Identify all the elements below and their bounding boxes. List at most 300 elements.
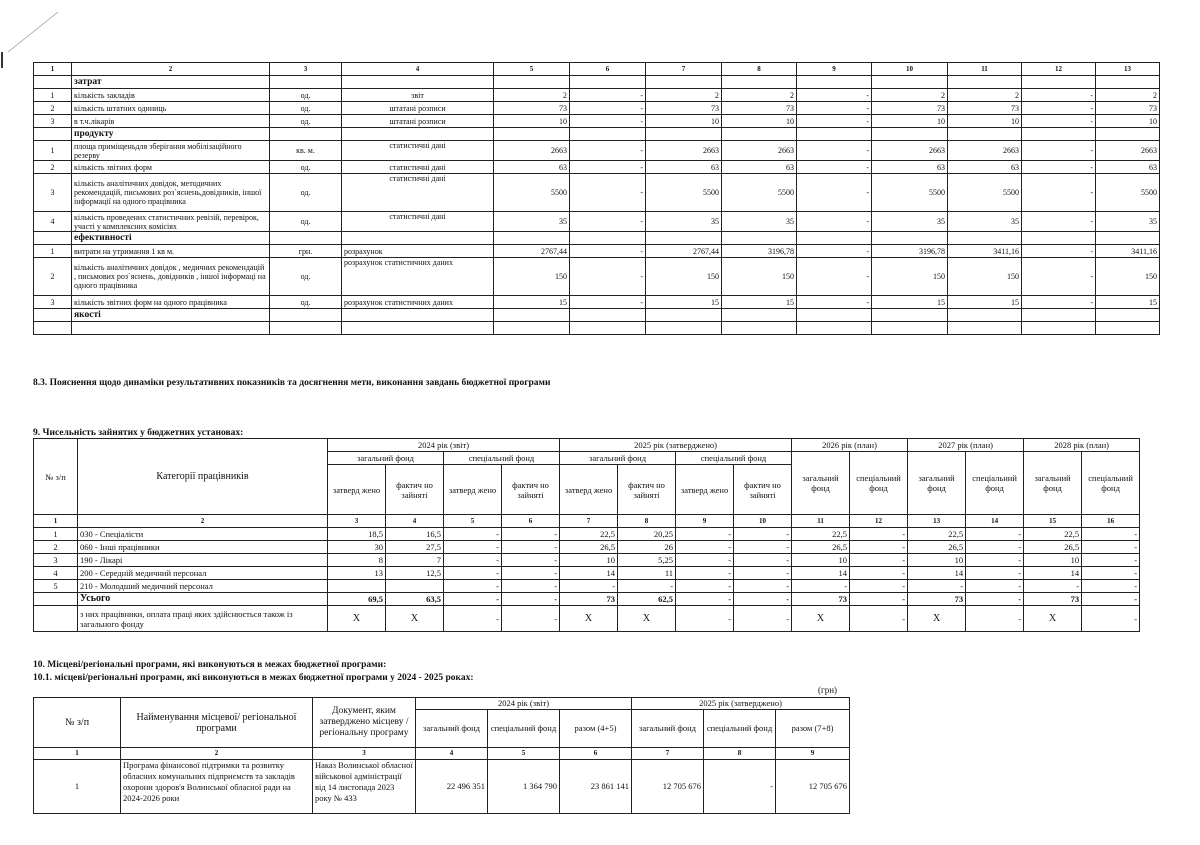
total-value: - (850, 593, 908, 606)
also-value: X (386, 606, 444, 632)
value-cell: - (797, 245, 872, 258)
value-cell: 2663 (872, 141, 948, 161)
value-cell: 18,5 (328, 528, 386, 541)
empty-cell (646, 232, 722, 245)
value-cell: 10 (646, 115, 722, 128)
value-cell: 3411,16 (1096, 245, 1160, 258)
header-2025: 2025 рік (затверджено) (632, 698, 850, 710)
column-number: 11 (792, 515, 850, 528)
value-cell: - (676, 528, 734, 541)
value-cell: - (444, 541, 502, 554)
value-cell: 73 (872, 102, 948, 115)
also-value: - (502, 606, 560, 632)
total-value: - (1082, 593, 1140, 606)
value-cell (386, 580, 444, 593)
value-cell: - (797, 141, 872, 161)
table-row (34, 102, 1160, 115)
column-number: 13 (908, 515, 966, 528)
value-cell: 5500 (948, 174, 1022, 212)
value-cell: 10 (1096, 115, 1160, 128)
value-cell: - (734, 554, 792, 567)
value-cell: 10 (494, 115, 570, 128)
value-cell: 15 (948, 296, 1022, 309)
value-cell: 15 (1096, 296, 1160, 309)
performance-indicators-table (33, 62, 1160, 335)
header-gen-fund-2026: загальний фонд (792, 452, 850, 515)
value-cell: 5,25 (618, 554, 676, 567)
empty-cell (34, 309, 72, 322)
header-approved: затверд жено (560, 465, 618, 515)
header-no: № з/п (34, 439, 78, 515)
value-cell: - (676, 541, 734, 554)
value-cell: - (444, 567, 502, 580)
value-cell: - (618, 580, 676, 593)
header-spec-fund-2026: спеціальний фонд (850, 452, 908, 515)
empty-cell (72, 322, 270, 335)
column-number: 2 (72, 63, 270, 76)
unit: од. (270, 89, 342, 102)
unit: од. (270, 102, 342, 115)
value-cell: 27,5 (386, 541, 444, 554)
empty-cell (1022, 76, 1096, 89)
source: статистичні дані (342, 174, 494, 212)
empty-cell (270, 76, 342, 89)
column-number: 7 (632, 748, 704, 760)
also-value: - (1082, 606, 1140, 632)
column-number: 11 (948, 63, 1022, 76)
value-cell: 7 (386, 554, 444, 567)
value-cell: 2 (872, 89, 948, 102)
category-name: 200 - Середній медичний персонал (78, 567, 328, 580)
header-program-name: Найменування місцевої/ регіональної програми (121, 698, 313, 748)
value-cell: - (966, 528, 1024, 541)
header-actual: фактич но зайняті (734, 465, 792, 515)
total-value: 62,5 (618, 593, 676, 606)
total-value: - (734, 593, 792, 606)
header-gen-fund-2027: загальний фонд (908, 452, 966, 515)
value-cell: 5500 (722, 174, 797, 212)
value-cell: 14 (1024, 567, 1082, 580)
total-value: 73 (1024, 593, 1082, 606)
value-cell: 35 (1096, 212, 1160, 232)
value-cell: - (797, 115, 872, 128)
header-category: Категорії працівників (78, 439, 328, 515)
value-cell: - (1022, 161, 1096, 174)
column-number: 3 (270, 63, 342, 76)
empty-cell (34, 322, 72, 335)
total-value: 63,5 (386, 593, 444, 606)
value-cell: 150 (494, 258, 570, 296)
value-cell: - (1082, 541, 1140, 554)
value-cell: - (570, 258, 646, 296)
unit: грн. (270, 245, 342, 258)
unit: од. (270, 212, 342, 232)
value-cell: 14 (792, 567, 850, 580)
source: статистичні дані (342, 161, 494, 174)
header-document: Документ, яким затверджено місцеву / регіональну програму (313, 698, 416, 748)
empty-cell (1022, 128, 1096, 141)
header-gen-fund-2028: загальний фонд (1024, 452, 1082, 515)
table-row (34, 541, 1140, 554)
category-name: 030 - Спеціалісти (78, 528, 328, 541)
row-number: 2 (34, 102, 72, 115)
value-cell: 10 (560, 554, 618, 567)
value-cell: 150 (872, 258, 948, 296)
value-cell: 15 (494, 296, 570, 309)
empty-cell (270, 322, 342, 335)
value-cell: 10 (908, 554, 966, 567)
column-number: 9 (776, 748, 850, 760)
table-row (34, 141, 1160, 161)
empty-cell (722, 128, 797, 141)
total-value: 73 (560, 593, 618, 606)
value-cell: 35 (646, 212, 722, 232)
total-value: - (502, 593, 560, 606)
column-number: 10 (734, 515, 792, 528)
total-value: 73 (792, 593, 850, 606)
table-row (34, 554, 1140, 567)
unit: од. (270, 161, 342, 174)
row-number: 2 (34, 541, 78, 554)
empty-cell (1022, 322, 1096, 335)
table-row (34, 580, 1140, 593)
value-cell: - (734, 580, 792, 593)
source: розрахунок статистичних даних (342, 296, 494, 309)
source: звіт (342, 89, 494, 102)
category-name: 190 - Лікарі (78, 554, 328, 567)
value-cell: 10 (722, 115, 797, 128)
empty-cell (494, 76, 570, 89)
value-cell: - (502, 554, 560, 567)
column-number: 7 (560, 515, 618, 528)
header-gen-fund-2024: загальний фонд (328, 452, 444, 465)
header-approved: затверд жено (444, 465, 502, 515)
value-cell: - (1022, 115, 1096, 128)
empty-cell (1096, 128, 1160, 141)
column-number: 5 (494, 63, 570, 76)
header-2025: 2025 рік (затверджено) (560, 439, 792, 452)
value-cell: - (1022, 245, 1096, 258)
value-cell: - (444, 554, 502, 567)
column-number: 5 (444, 515, 502, 528)
header-spec-fund-2024: спеціальний фонд (444, 452, 560, 465)
source: статистичні дані (342, 212, 494, 232)
value-cell: - (850, 580, 908, 593)
source: розрахунок статистичних даних (342, 258, 494, 296)
section-title: ефективності (72, 232, 270, 245)
table-row (34, 760, 850, 814)
row-number: 4 (34, 212, 72, 232)
value-cell: 15 (646, 296, 722, 309)
empty-cell (34, 76, 72, 89)
value-cell: 35 (872, 212, 948, 232)
value-cell: 35 (494, 212, 570, 232)
empty-cell (34, 232, 72, 245)
value-cell: - (1024, 580, 1082, 593)
empty-cell (797, 309, 872, 322)
source: статистичні дані (342, 141, 494, 161)
unit: од. (270, 174, 342, 212)
empty-cell (948, 322, 1022, 335)
header-approved: затверд жено (328, 465, 386, 515)
empty-cell (34, 128, 72, 141)
column-number: 8 (704, 748, 776, 760)
value-cell: 22,5 (792, 528, 850, 541)
value-cell: 63 (948, 161, 1022, 174)
empty-cell (722, 309, 797, 322)
value-cell: 26 (618, 541, 676, 554)
value-cell: 22,5 (560, 528, 618, 541)
program-name: Програма фінансової підтримки та розвитку обласних комунальних підприємств та закладів охорони здоров'я Волинської обласної ради на 2024-2026 роки (121, 760, 313, 814)
empty-cell (797, 322, 872, 335)
header-spec-fund: спеціальний фонд (488, 710, 560, 748)
empty-cell (34, 593, 78, 606)
indicator-name: витрати на утримання 1 кв м. (72, 245, 270, 258)
value-cell: - (850, 567, 908, 580)
value-cell: - (502, 528, 560, 541)
value-cell: - (850, 528, 908, 541)
value-cell: - (1022, 212, 1096, 232)
value-cell (328, 580, 386, 593)
empty-row (34, 322, 1160, 335)
section-title: затрат (72, 76, 270, 89)
value-cell: 2 (494, 89, 570, 102)
section-title: якості (72, 309, 270, 322)
value-cell: 63 (722, 161, 797, 174)
value-cell: 2663 (646, 141, 722, 161)
column-number: 8 (618, 515, 676, 528)
also-label: з них працівники, оплата праці яких здійснюється також із загального фонду (78, 606, 328, 632)
value-cell: - (704, 760, 776, 814)
value-cell: 5500 (646, 174, 722, 212)
value-cell: 15 (872, 296, 948, 309)
column-number: 9 (676, 515, 734, 528)
table-row (34, 174, 1160, 212)
value-cell: - (1022, 141, 1096, 161)
value-cell: - (570, 115, 646, 128)
also-value: X (560, 606, 618, 632)
value-cell: - (797, 174, 872, 212)
source: штатані розписи (342, 102, 494, 115)
row-number: 2 (34, 258, 72, 296)
empty-cell (722, 232, 797, 245)
value-cell: 35 (722, 212, 797, 232)
indicator-name: в т.ч.лікарів (72, 115, 270, 128)
value-cell: 12,5 (386, 567, 444, 580)
empty-cell (570, 76, 646, 89)
value-cell: 8 (328, 554, 386, 567)
value-cell: - (570, 174, 646, 212)
value-cell: 73 (494, 102, 570, 115)
value-cell: - (1082, 567, 1140, 580)
approving-document: Наказ Волинської обласної військової адміністрації від 14 листопада 2023 року № 433 (313, 760, 416, 814)
column-number-row (34, 515, 1140, 528)
value-cell: 2 (646, 89, 722, 102)
column-number: 1 (34, 515, 78, 528)
header-approved: затверд жено (676, 465, 734, 515)
value-cell: - (1082, 554, 1140, 567)
row-number: 3 (34, 115, 72, 128)
value-cell: - (1082, 528, 1140, 541)
value-cell: 3196,78 (722, 245, 797, 258)
empty-cell (494, 232, 570, 245)
header-actual: фактич но зайняті (502, 465, 560, 515)
column-number: 16 (1082, 515, 1140, 528)
row-number: 2 (34, 161, 72, 174)
header-actual: фактич но зайняті (386, 465, 444, 515)
value-cell: 22 496 351 (416, 760, 488, 814)
total-value: 69,5 (328, 593, 386, 606)
value-cell: - (797, 102, 872, 115)
empty-cell (646, 76, 722, 89)
column-number: 4 (342, 63, 494, 76)
column-number: 1 (34, 748, 121, 760)
empty-cell (722, 322, 797, 335)
total-value: - (966, 593, 1024, 606)
header-sum-4-5: разом (4+5) (560, 710, 632, 748)
header-spec-fund: спеціальний фонд (704, 710, 776, 748)
section-10-heading: 10. Місцеві/регіональні програми, які виконуються в межах бюджетної програми: (33, 660, 387, 670)
table-row (34, 89, 1160, 102)
indicator-name: кількість аналітичних довідок, методичних рекомендацій, письмових роз`яснень,довідників, іншої інформації на одного працівника (72, 174, 270, 212)
section-row (34, 232, 1160, 245)
value-cell: 73 (646, 102, 722, 115)
empty-cell (1096, 322, 1160, 335)
value-cell: 73 (722, 102, 797, 115)
value-cell: 2 (1096, 89, 1160, 102)
also-value: - (444, 606, 502, 632)
value-cell: 73 (948, 102, 1022, 115)
column-number: 3 (313, 748, 416, 760)
also-value: X (328, 606, 386, 632)
unit: од. (270, 115, 342, 128)
column-number: 4 (386, 515, 444, 528)
empty-cell (34, 606, 78, 632)
total-value: - (444, 593, 502, 606)
value-cell: - (676, 580, 734, 593)
value-cell: 63 (646, 161, 722, 174)
column-number: 6 (560, 748, 632, 760)
value-cell: - (676, 567, 734, 580)
category-name: 210 - Молодший медичний персонал (78, 580, 328, 593)
row-number: 5 (34, 580, 78, 593)
also-value: - (676, 606, 734, 632)
table-row (34, 161, 1160, 174)
value-cell: - (797, 161, 872, 174)
section-row (34, 128, 1160, 141)
section-10-1-heading: 10.1. місцеві/регіональні програми, які виконуються в межах бюджетної програми у 2024 - 2025 роках: (33, 673, 474, 683)
also-value: - (850, 606, 908, 632)
value-cell: - (734, 567, 792, 580)
value-cell: - (570, 245, 646, 258)
empty-cell (872, 76, 948, 89)
value-cell: - (1022, 102, 1096, 115)
indicator-name: кількість штатних одиниць (72, 102, 270, 115)
value-cell: 22,5 (908, 528, 966, 541)
value-cell: - (560, 580, 618, 593)
value-cell: - (570, 212, 646, 232)
table-row (34, 567, 1140, 580)
value-cell: - (792, 580, 850, 593)
row-number: 4 (34, 567, 78, 580)
value-cell: 5500 (494, 174, 570, 212)
value-cell: - (676, 554, 734, 567)
column-number: 2 (121, 748, 313, 760)
value-cell: 16,5 (386, 528, 444, 541)
header-gen-fund: загальний фонд (632, 710, 704, 748)
column-number: 6 (502, 515, 560, 528)
empty-cell (270, 232, 342, 245)
pen-mark (0, 0, 60, 70)
category-name: 060 - Інші працівники (78, 541, 328, 554)
row-number: 3 (34, 296, 72, 309)
empty-cell (342, 76, 494, 89)
column-number: 1 (34, 63, 72, 76)
also-value: - (734, 606, 792, 632)
value-cell: 5500 (1096, 174, 1160, 212)
header-2027: 2027 рік (план) (908, 439, 1024, 452)
section-row (34, 76, 1160, 89)
empty-cell (872, 322, 948, 335)
value-cell: 2767,44 (646, 245, 722, 258)
also-general-fund-row (34, 606, 1140, 632)
row-number: 1 (34, 528, 78, 541)
total-label: Усього (78, 593, 328, 606)
value-cell: 150 (722, 258, 797, 296)
also-value: X (908, 606, 966, 632)
value-cell: 2663 (1096, 141, 1160, 161)
value-cell: 15 (722, 296, 797, 309)
header-spec-fund-2027: спеціальний фонд (966, 452, 1024, 515)
empty-cell (342, 322, 494, 335)
header-actual: фактич но зайняті (618, 465, 676, 515)
value-cell: 26,5 (560, 541, 618, 554)
unit-note: (грн) (818, 685, 838, 695)
empty-cell (948, 232, 1022, 245)
value-cell: 2663 (948, 141, 1022, 161)
value-cell: - (966, 580, 1024, 593)
value-cell: 26,5 (908, 541, 966, 554)
value-cell: - (797, 258, 872, 296)
also-value: X (1024, 606, 1082, 632)
column-number: 7 (646, 63, 722, 76)
value-cell: - (1022, 258, 1096, 296)
column-number: 10 (872, 63, 948, 76)
value-cell: 3411,16 (948, 245, 1022, 258)
value-cell: 11 (618, 567, 676, 580)
value-cell: - (966, 541, 1024, 554)
value-cell: 2 (948, 89, 1022, 102)
empty-cell (646, 322, 722, 335)
header-2028: 2028 рік (план) (1024, 439, 1140, 452)
value-cell: 14 (560, 567, 618, 580)
section-row (34, 309, 1160, 322)
empty-cell (1096, 309, 1160, 322)
column-number: 12 (850, 515, 908, 528)
table-row (34, 296, 1160, 309)
value-cell: - (570, 141, 646, 161)
empty-cell (494, 309, 570, 322)
row-number: 3 (34, 554, 78, 567)
value-cell: 23 861 141 (560, 760, 632, 814)
header-2024: 2024 рік (звіт) (328, 439, 560, 452)
indicator-name: кількість звітних форм (72, 161, 270, 174)
value-cell: - (444, 580, 502, 593)
value-cell: - (797, 296, 872, 309)
table-row (34, 245, 1160, 258)
value-cell: - (966, 554, 1024, 567)
value-cell: 35 (948, 212, 1022, 232)
